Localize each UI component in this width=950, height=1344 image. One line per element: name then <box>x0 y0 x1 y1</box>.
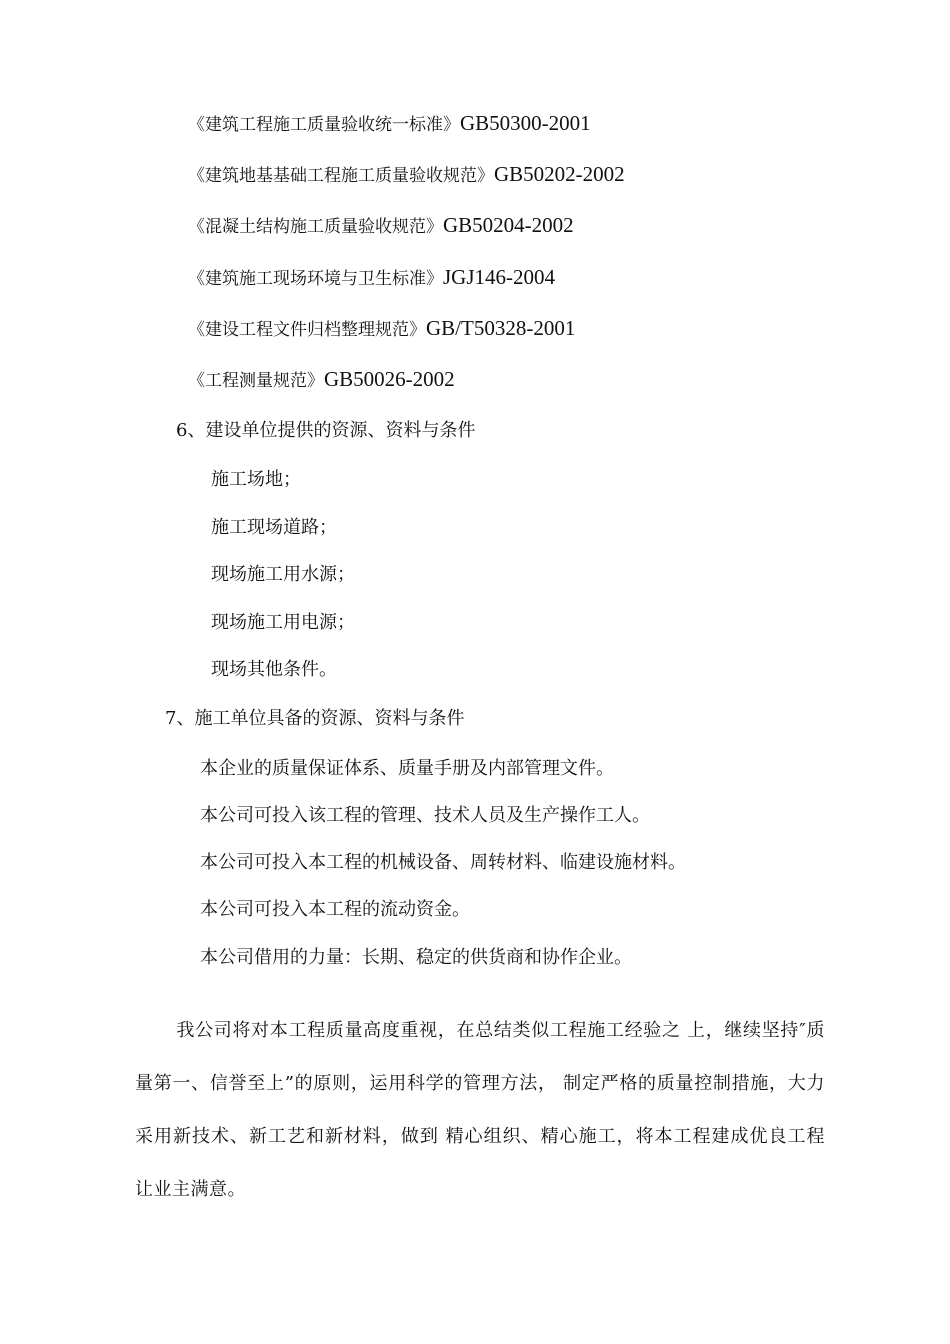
standard-code: JGJ146-2004 <box>443 265 556 289</box>
list-item: 本企业的质量保证体系、质量手册及内部管理文件。 <box>200 758 614 779</box>
list-item: 现场施工用电源； <box>211 612 355 633</box>
section-7-heading: 7、施工单位具备的资源、资料与条件 <box>165 708 465 729</box>
standard-name: 《工程测量规范》 <box>188 371 324 391</box>
standard-code: GB50202-2002 <box>494 162 625 186</box>
standard-item <box>188 316 575 342</box>
standard-name: 《建筑工程施工质量验收统一标准》 <box>188 115 460 135</box>
list-item: 本公司可投入本工程的流动资金。 <box>200 899 470 920</box>
closing-paragraph: 我公司将对本工程质量高度重视，在总结类似工程施工经验之 上，继续坚持″质量第一、信誉至上”的原则，运用科学的管理方法， 制定严格的质量控制措施，大力采用新技术、新工艺和新材料，做到 精心组织、精心施工，将本工程建成优良工程让业主满意。 <box>135 1020 825 1200</box>
list-item: 施工现场道路； <box>211 517 337 538</box>
standard-item <box>188 265 555 291</box>
standard-name: 《混凝土结构施工质量验收规范》 <box>188 217 443 237</box>
standard-item <box>188 213 574 239</box>
list-item: 本公司借用的力量：长期、稳定的供货商和协作企业。 <box>200 947 632 968</box>
standard-code: GB50026-2002 <box>324 367 455 391</box>
section-6-heading: 6、建设单位提供的资源、资料与条件 <box>176 420 476 441</box>
standard-name: 《建筑施工现场环境与卫生标准》 <box>188 269 443 289</box>
list-item: 现场施工用水源； <box>211 564 355 585</box>
standard-item <box>188 367 455 393</box>
list-item: 现场其他条件。 <box>211 659 337 680</box>
standard-item <box>188 162 625 188</box>
standard-code: GB/T50328-2001 <box>426 316 576 340</box>
standard-code: GB50300-2001 <box>460 111 591 135</box>
standard-name: 《建筑地基基础工程施工质量验收规范》 <box>188 166 494 186</box>
list-item: 施工场地； <box>211 469 301 490</box>
standard-item <box>188 111 591 137</box>
list-item: 本公司可投入该工程的管理、技术人员及生产操作工人。 <box>200 805 650 826</box>
standard-code: GB50204-2002 <box>443 213 574 237</box>
list-item: 本公司可投入本工程的机械设备、周转材料、临建设施材料。 <box>200 852 686 873</box>
standard-name: 《建设工程文件归档整理规范》 <box>188 320 426 340</box>
